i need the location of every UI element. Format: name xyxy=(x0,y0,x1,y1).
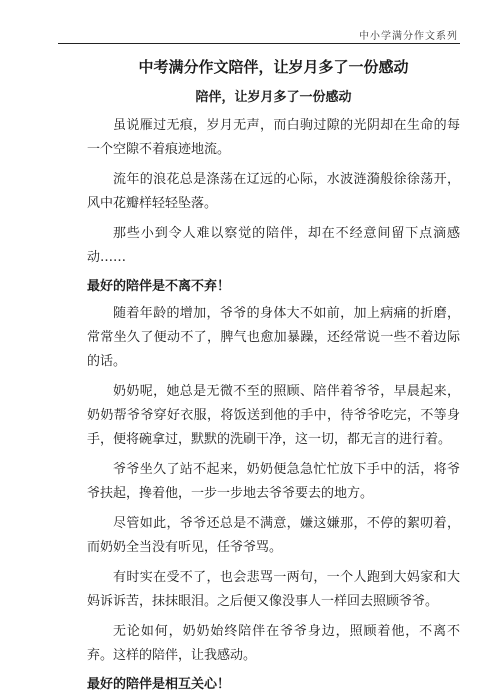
document-subtitle: 陪伴，让岁月多了一份感动 xyxy=(195,90,352,105)
paragraph: 随着年龄的增加，爷爷的身体大不如前，加上病痛的折磨，常常坐久了便动不了，脾气也愈加暴躁，还经常说一些不着边际的话。 xyxy=(87,306,460,369)
document-title: 中考满分作文陪伴，让岁月多了一份感动 xyxy=(138,58,409,76)
section-heading: 最好的陪伴是不离不弃！ xyxy=(87,279,231,294)
document-content xyxy=(87,56,460,700)
header-rule xyxy=(58,43,460,44)
paragraph: 流年的浪花总是涤荡在辽远的心际，水波涟漪般徐徐荡开，风中花瓣样轻轻坠落。 xyxy=(87,172,460,211)
paragraph: 虽说雁过无痕，岁月无声，而白驹过隙的光阴却在生命的每一个空隙不着痕迹地流。 xyxy=(87,118,460,157)
paragraph: 奶奶呢，她总是无微不至的照顾、陪伴着爷爷，早晨起来，奶奶帮爷爷穿好衣服，将饭送到他的手中，待爷爷吃完，不等身手，便将碗拿过，默默的洗刷干净，这一切，都无言的进行着。 xyxy=(87,384,460,447)
paragraph: 那些小到令人难以察觉的陪伴，却在不经意间留下点滴感动…… xyxy=(87,226,460,265)
series-header: 中小学满分作文系列 xyxy=(359,31,458,42)
paragraph: 有时实在受不了，也会悲骂一两句，一个人跑到大妈家和大妈诉诉苦，抹抹眼泪。之后便又像没事人一样回去照顾爷爷。 xyxy=(87,570,460,609)
paragraph: 无论如何，奶奶始终陪伴在爷爷身边，照顾着他，不离不弃。这样的陪伴，让我感动。 xyxy=(87,624,460,663)
paragraph: 尽管如此，爷爷还总是不满意，嫌这嫌那，不停的絮叨着，而奶奶全当没有听见，任爷爷骂。 xyxy=(87,516,460,555)
section-heading: 最好的陪伴是相互关心！ xyxy=(87,677,231,692)
paragraph: 爷爷坐久了站不起来，奶奶便急急忙忙放下手中的活，将爷爷扶起，搀着他，一步一步地去爷爷要去的地方。 xyxy=(87,462,460,501)
